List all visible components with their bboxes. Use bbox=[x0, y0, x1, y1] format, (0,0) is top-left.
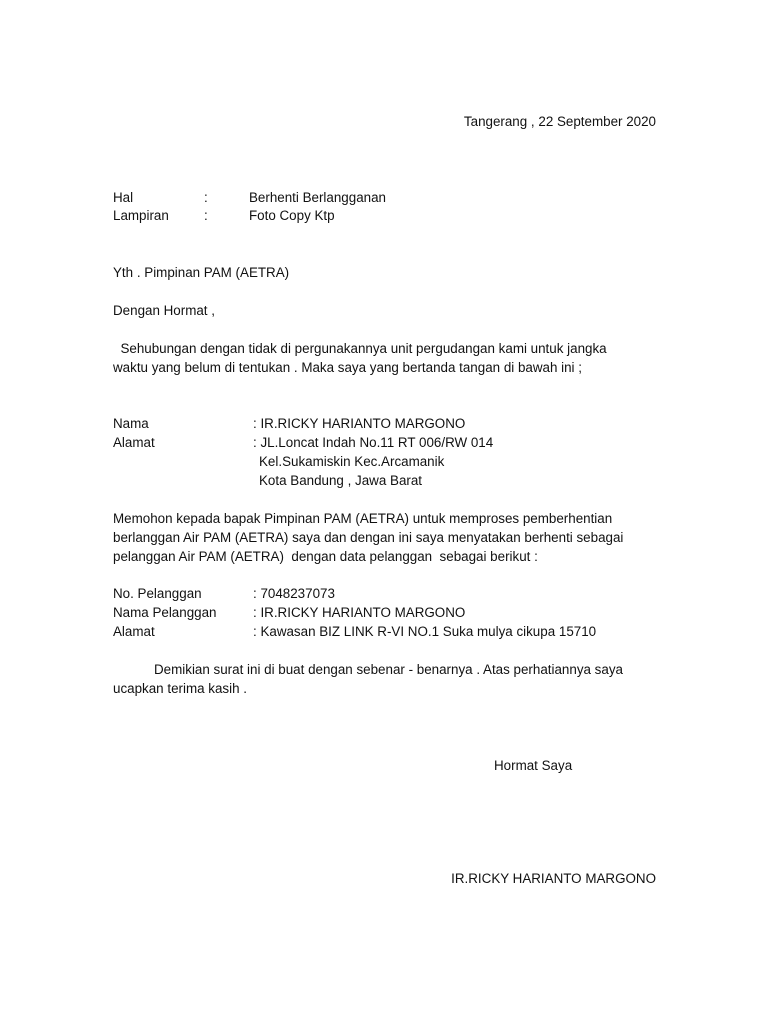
customer-name-value: : IR.RICKY HARIANTO MARGONO bbox=[253, 605, 466, 620]
subject-label: Hal bbox=[113, 190, 134, 205]
customer-number-value: : 7048237073 bbox=[253, 586, 335, 601]
closing-line-2: ucapkan terima kasih . bbox=[113, 681, 247, 696]
request-line-1: Memohon kepada bapak Pimpinan PAM (AETRA) untuk memproses pemberhentian bbox=[113, 511, 613, 526]
request-paragraph bbox=[113, 509, 653, 566]
request-line-2: berlanggan Air PAM (AETRA) saya dan dengan ini saya menyatakan berhenti sebagai bbox=[113, 530, 624, 545]
intro-line-1: Sehubungan dengan tidak di pergunakannya unit pergudangan kami untuk jangka bbox=[113, 341, 607, 356]
place-date: Tangerang , 22 September 2020 bbox=[463, 114, 656, 129]
customer-address-value: : Kawasan BIZ LINK R-VI NO.1 Suka mulya cikupa 15710 bbox=[253, 624, 597, 639]
subject-colon: : bbox=[204, 190, 208, 205]
request-line-3: pelanggan Air PAM (AETRA) dengan data pelanggan sebagai berikut : bbox=[113, 549, 538, 564]
subject-value: Berhenti Berlangganan bbox=[249, 190, 386, 205]
applicant-address-line-2: Kel.Sukamiskin Kec.Arcamanik bbox=[259, 454, 445, 469]
applicant-address-line-3: Kota Bandung , Jawa Barat bbox=[259, 473, 423, 488]
customer-address-label: Alamat bbox=[113, 624, 155, 639]
salutation: Dengan Hormat , bbox=[113, 303, 215, 318]
closing-line-1: Demikian surat ini di buat dengan sebenar - benarnya . Atas perhatiannya saya bbox=[154, 662, 623, 677]
applicant-address-line-1: : JL.Loncat Indah No.11 RT 006/RW 014 bbox=[253, 435, 494, 450]
customer-name-label: Nama Pelanggan bbox=[113, 605, 217, 620]
intro-line-2: waktu yang belum di tentukan . Maka saya yang bertanda tangan di bawah ini ; bbox=[113, 360, 582, 375]
intro-paragraph bbox=[113, 339, 653, 377]
signer-name: IR.RICKY HARIANTO MARGONO bbox=[451, 871, 656, 886]
applicant-name-label: Nama bbox=[113, 416, 149, 431]
closing-greeting: Hormat Saya bbox=[494, 758, 573, 773]
customer-number-label: No. Pelanggan bbox=[113, 586, 202, 601]
attachment-label: Lampiran bbox=[113, 208, 169, 223]
addressee: Yth . Pimpinan PAM (AETRA) bbox=[113, 265, 290, 280]
attachment-colon: : bbox=[204, 208, 208, 223]
attachment-value: Foto Copy Ktp bbox=[249, 208, 335, 223]
applicant-name-value: : IR.RICKY HARIANTO MARGONO bbox=[253, 416, 466, 431]
applicant-address-label: Alamat bbox=[113, 435, 155, 450]
